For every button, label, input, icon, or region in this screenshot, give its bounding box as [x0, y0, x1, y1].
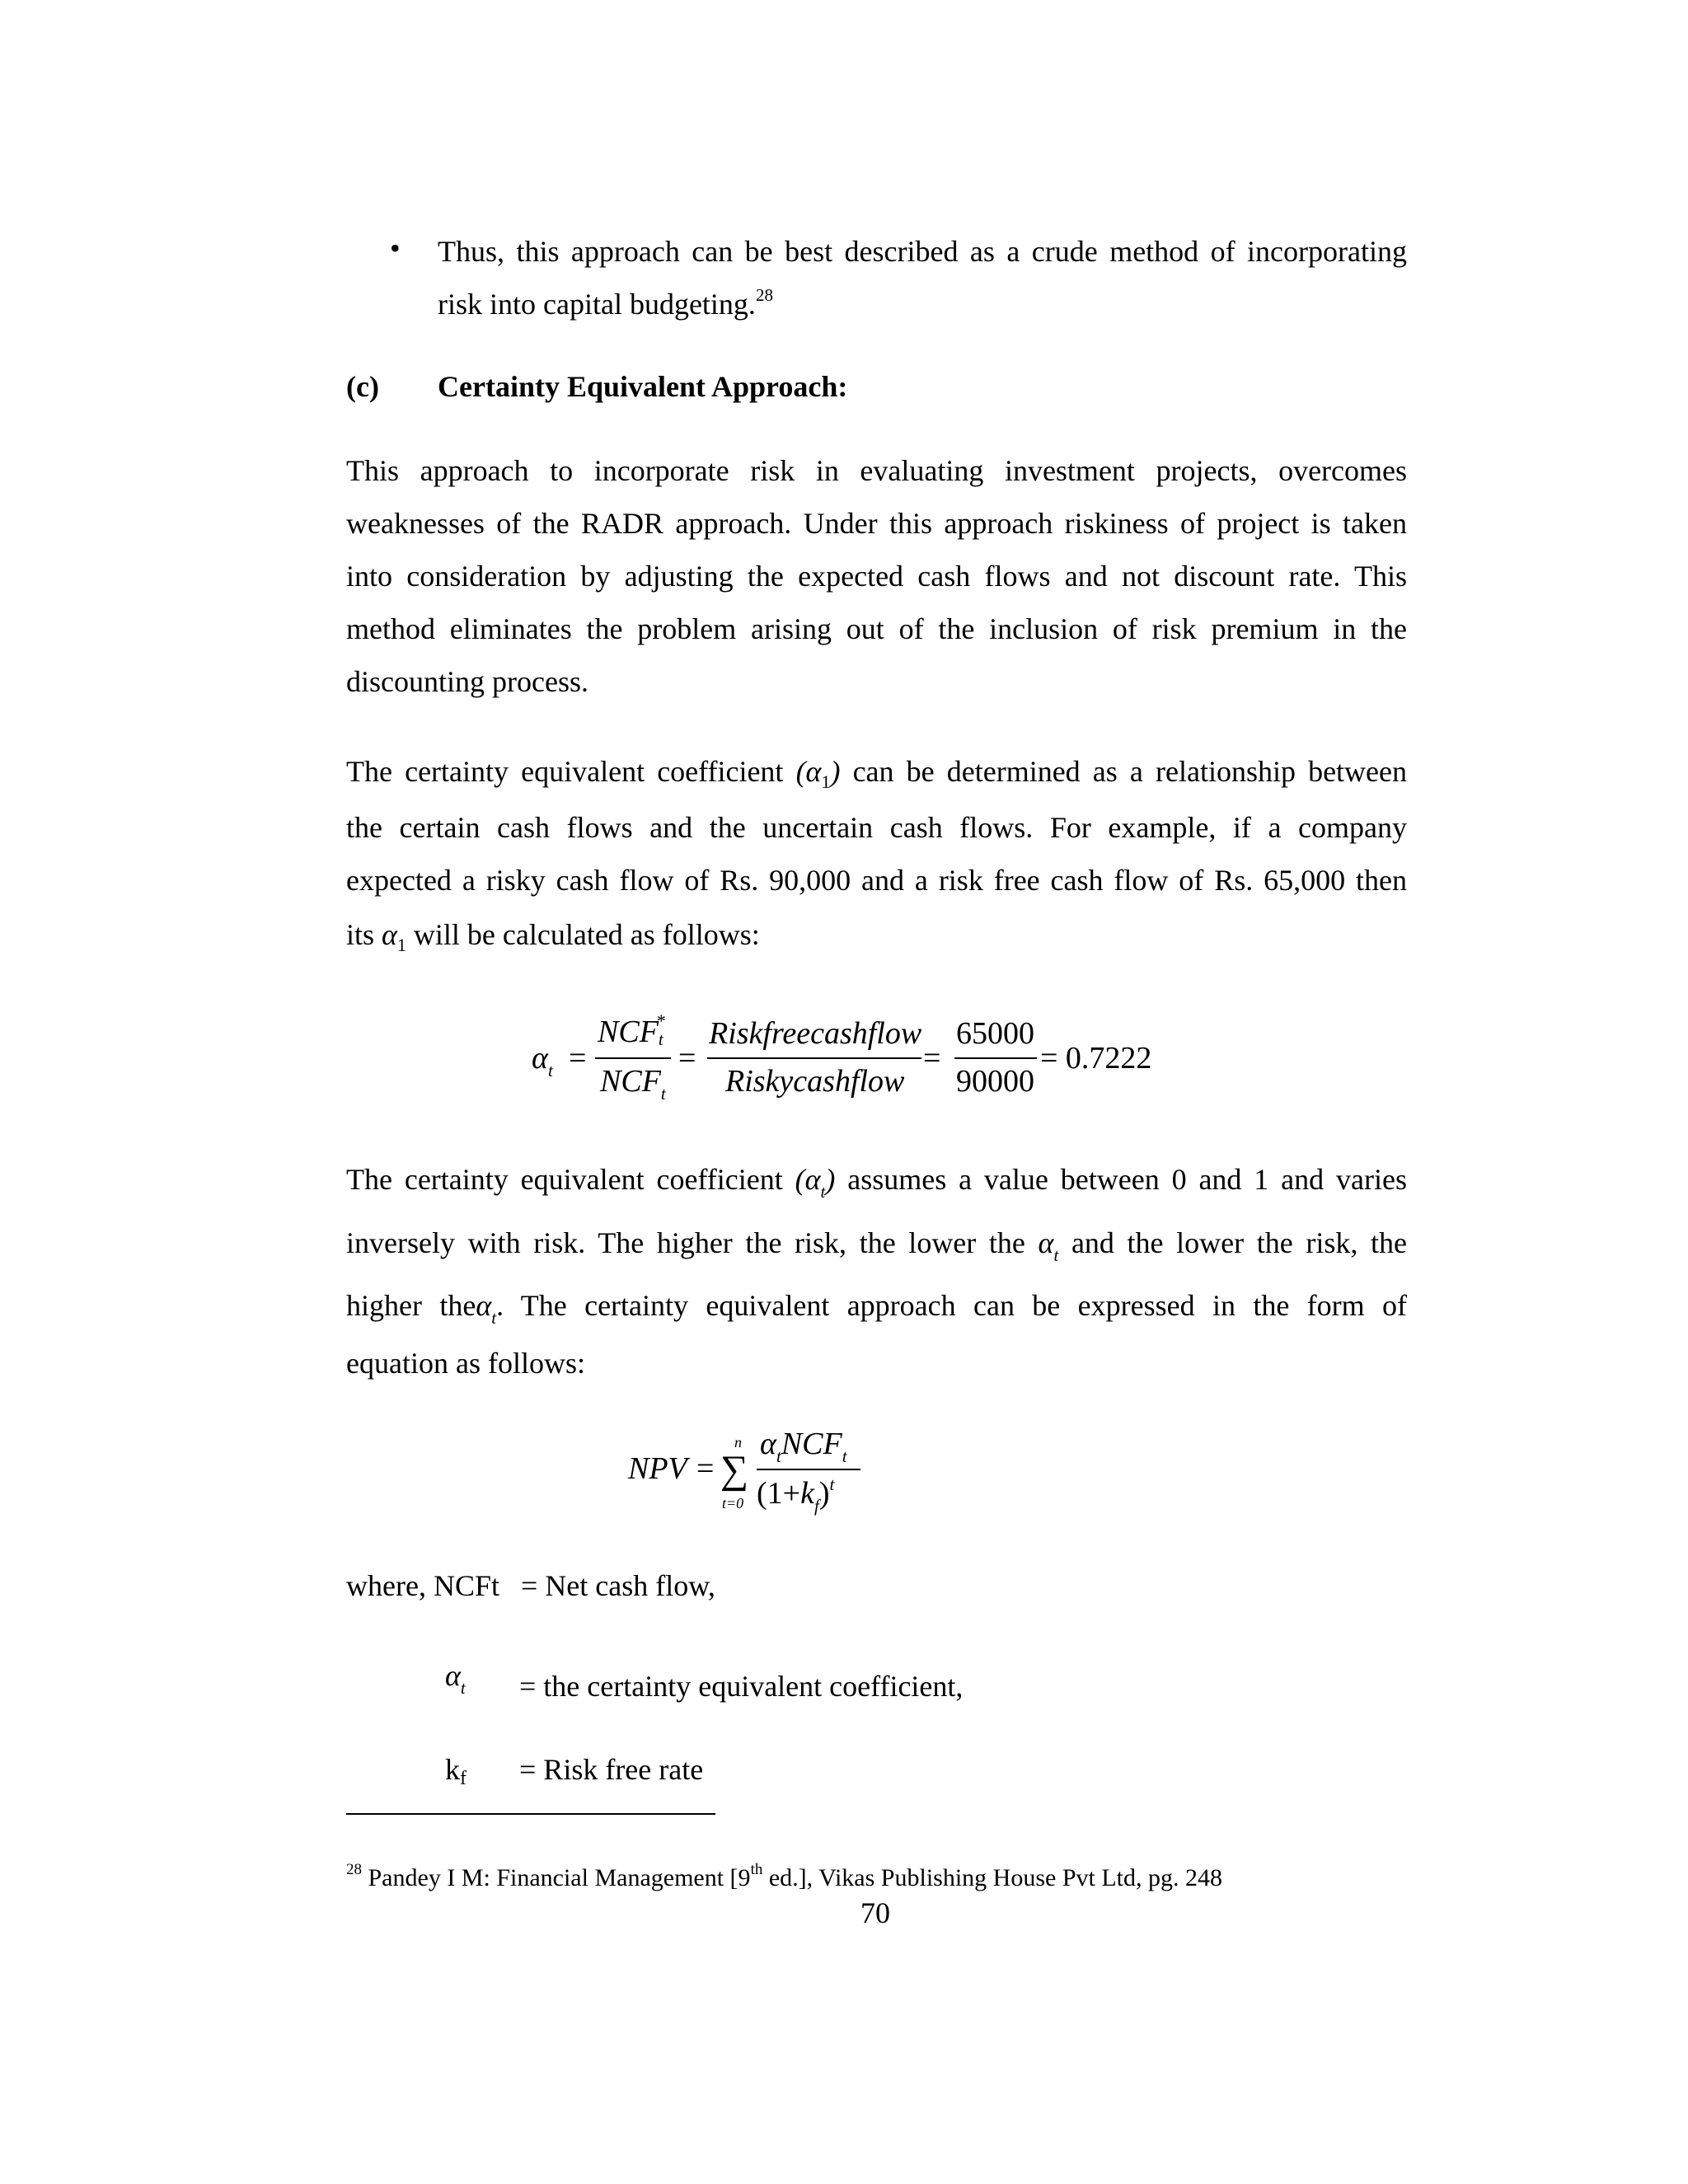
- eq1-den1: $NCF_t$: [600, 1064, 666, 1104]
- p1-line: method eliminates the problem arising out of the inclusion of risk premium in the: [346, 612, 1407, 645]
- where-label: where, NCFt: [346, 1569, 499, 1602]
- alpha-t-symbol: $(\alpha_t)$: [795, 1163, 836, 1202]
- ncf-definition: = Net cash flow,: [521, 1569, 715, 1602]
- p1-line: This approach to incorporate risk in evaluating investment projects, overcomes: [346, 454, 1407, 487]
- footnote-ref: 28: [755, 285, 773, 305]
- eq1-num2: Riskfreecashflow: [709, 1016, 922, 1051]
- eq2-lower: t=0: [722, 1495, 744, 1511]
- bullet-text: [438, 225, 1407, 330]
- p3-line-1: The certainty equivalent coefficient $(\alpha_t)$ assumes a value between 0 and 1 and varies: [346, 1163, 1407, 1202]
- alpha-t-inline: $\alpha_t$: [1038, 1226, 1059, 1265]
- eq2-denominator: $(1+k_f)^t$: [757, 1474, 835, 1516]
- section-title: Certainty Equivalent Approach:: [438, 370, 848, 403]
- eq2-lhs: NPV: [628, 1451, 687, 1486]
- alpha-1-symbol: $(\alpha_1)$: [795, 755, 841, 792]
- alpha-t-inline: $\alpha_t$: [476, 1289, 497, 1328]
- alpha-t-definition-symbol: $\alpha_t$: [445, 1659, 466, 1698]
- eq1-equals-1: =: [569, 1041, 587, 1076]
- eq1-equals-3: =: [923, 1041, 941, 1076]
- p1-line: discounting process.: [346, 665, 588, 698]
- eq2-fraction-bar: [757, 1469, 860, 1470]
- paragraph-3: [346, 1147, 1407, 1390]
- page-number: 70: [860, 1896, 890, 1929]
- eq2-numerator: $\alpha_tNCF_t$: [760, 1427, 847, 1466]
- paragraph-2: [346, 742, 1407, 963]
- eq2-upper: n: [734, 1434, 742, 1451]
- eq2-equals: =: [696, 1451, 715, 1486]
- kf-definition: = Risk free rate: [519, 1753, 704, 1786]
- bullet-icon: •: [390, 232, 401, 265]
- p2-line-1: The certainty equivalent coefficient $(\alpha_1)$ can be determined as a relationship between: [346, 755, 1408, 792]
- eq1-den3: 90000: [956, 1064, 1034, 1099]
- p2-line-2: the certain cash flows and the uncertain cash flows. For example, if a company: [346, 811, 1407, 844]
- eq1-fraction-bar-2: [707, 1057, 921, 1059]
- bullet-line-1: Thus, this approach can be best described as a crude method of incorporating: [438, 235, 1407, 268]
- p3-line-4: equation as follows:: [346, 1347, 585, 1380]
- footnote-number: 28: [346, 1861, 362, 1878]
- p3-line-3: higher theα$_t$. The certainty equivalent approach can be expressed in the form of: [346, 1289, 1407, 1328]
- section-label: (c): [346, 370, 379, 403]
- footnote-divider: [346, 1813, 715, 1815]
- eq1-alpha: $\alpha_t$: [532, 1041, 553, 1080]
- sigma-icon: ∑: [720, 1448, 749, 1492]
- eq1-den2: Riskycashflow: [725, 1064, 905, 1099]
- kf-symbol: kf: [445, 1753, 467, 1789]
- eq1-num1: NCFt*: [598, 1010, 666, 1049]
- p1-line: weaknesses of the RADR approach. Under this approach riskiness of project is taken: [346, 507, 1407, 540]
- eq1-fraction-bar-1: [595, 1057, 671, 1059]
- eq1-result: = 0.7222: [1040, 1041, 1152, 1076]
- alpha-1-inline: $\alpha_1$: [382, 918, 406, 955]
- footnote: $^{28}$ Pandey I M: Financial Management [9th ed.], Vikas Publishing House Pvt Ltd, pg. 248: [346, 1861, 1222, 1891]
- p1-line: into consideration by adjusting the expected cash flows and not discount rate. This: [346, 560, 1407, 593]
- eq1-fraction-bar-3: [954, 1057, 1037, 1059]
- eq1-num3: 65000: [956, 1016, 1034, 1051]
- bullet-line-2: risk into capital budgeting.$^{28}$: [438, 285, 773, 321]
- alpha-definition: = the certainty equivalent coefficient,: [519, 1670, 964, 1703]
- p2-line-4: its $\alpha_1$ will be calculated as follows:: [346, 918, 760, 955]
- p2-line-3: expected a risky cash flow of Rs. 90,000 and a risk free cash flow of Rs. 65,000 then: [346, 864, 1407, 897]
- paragraph-1: [346, 444, 1407, 708]
- p3-line-2: inversely with risk. The higher the risk, the lower the $\alpha_t$ and the lower the risk, the: [346, 1226, 1408, 1265]
- eq1-equals-2: =: [678, 1041, 696, 1076]
